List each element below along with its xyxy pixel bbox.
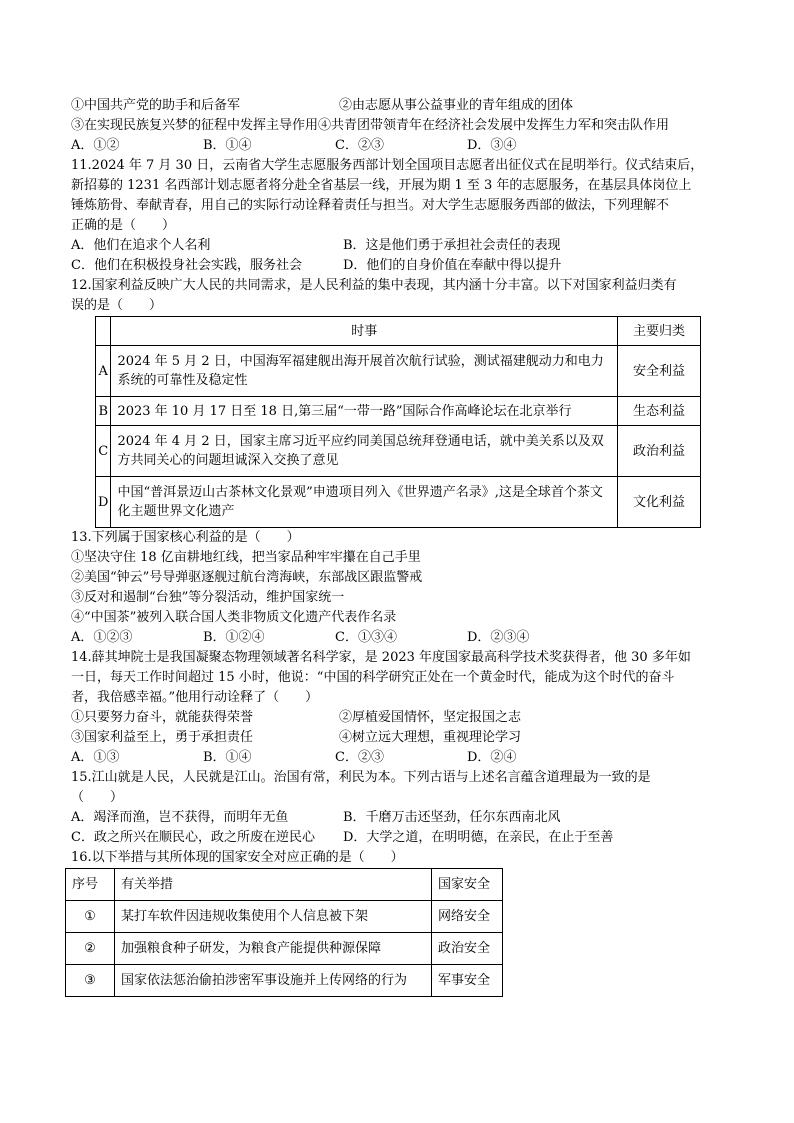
q15-options-row1 (71, 808, 721, 828)
statement: ③反对和遏制“台独”等分裂活动，维护国家统一 (71, 590, 345, 605)
table-cell: 安全利益 (618, 346, 701, 397)
q10-item: ②由志愿从事公益事业的青年组成的团体 (339, 98, 574, 113)
q10-item: ①中国共产党的助手和后备军 (71, 98, 241, 113)
q10-items-row1 (71, 96, 721, 116)
table-cell: 2024 年 4 月 2 日，国家主席习近平应约同美国总统拜登通电话，就中美关系以及双方共同关心的问题坦诚深入交换了意见 (111, 426, 618, 477)
table-row (66, 901, 503, 933)
question-text: 14.薛其坤院士是我国凝聚态物理领域著名科学家，是 2023 年度国家最高科学技术奖获得者，他 30 多年如 (71, 650, 691, 665)
question-text: 13.下列属于国家核心利益的是（ ） (71, 530, 300, 545)
table-cell: 政治安全 (432, 933, 503, 965)
q14-items-row2 (71, 728, 721, 748)
table-header-cell: 国家安全 (432, 869, 503, 901)
statement: ④树立远大理想，重视理论学习 (339, 730, 522, 745)
option: C．②③ (335, 750, 384, 765)
table-header-row (66, 869, 503, 901)
statement: ④“中国茶”被列入联合国人类非物质文化遗产代表作名录 (71, 610, 397, 625)
table-cell: 文化利益 (618, 477, 701, 528)
question-text: 锤炼筋骨、奉献青春，用自己的实际行动诠释着责任与担当。对大学生志愿服务西部的做法，下列理解不 (71, 198, 670, 213)
question-text: 误的是（ ） (71, 298, 163, 313)
option: B．①②④ (203, 630, 265, 645)
statement: ①坚决守住 18 亿亩耕地红线，把当家品种牢牢攥在自己手里 (71, 550, 421, 565)
table-row (96, 426, 701, 477)
question-text: 者，我倍感幸福。”他用行动诠释了（ ） (71, 690, 319, 705)
table-header-cell: 序号 (66, 869, 115, 901)
option: C．政之所兴在顺民心，政之所废在逆民心 (71, 830, 315, 845)
table-cell: 某打车软件因违规收集使用个人信息被下架 (115, 901, 432, 933)
exam-page (71, 96, 721, 997)
question-text: （ ） (71, 790, 124, 805)
option: D．他们的自身价值在奉献中得以提升 (343, 258, 562, 273)
table-cell: D (96, 477, 111, 528)
option: A．①③ (71, 750, 120, 765)
q16-table (65, 868, 503, 997)
question-text: 一日，每天工作时间超过 15 小时，他说：“中国的科学研究正处在一个黄金时代，能成为这个时代的奋斗 (71, 670, 675, 685)
q11-options-row1 (71, 236, 721, 256)
table-cell: 2023 年 10 月 17 日至 18 日,第三届“一带一路”国际合作高峰论坛在北京举行 (111, 397, 618, 426)
table-header-cell: 时事 (111, 317, 618, 346)
option: C．他们在积极投身社会实践，服务社会 (71, 258, 302, 273)
q13-options (71, 628, 721, 648)
table-cell: ② (66, 933, 115, 965)
table-header-cell: 有关举措 (115, 869, 432, 901)
option: B．千磨万击还坚劲，任尔东西南北风 (343, 810, 561, 825)
q15-options-row2 (71, 828, 721, 848)
option: B．这是他们勇于承担社会责任的表现 (343, 238, 561, 253)
option: A．①②③ (71, 630, 133, 645)
table-row (66, 965, 503, 997)
statement: ②美国“钟云”号导弹驱逐舰过航台湾海峡，东部战区跟监警戒 (71, 570, 423, 585)
table-row (96, 346, 701, 397)
q10-item: ④共青团带领青年在经济社会发展中发挥生力军和突击队作用 (318, 118, 670, 133)
question-text: 正确的是（ ） (71, 218, 176, 233)
question-text: 16.以下举措与其所体现的国家安全对应正确的是（ ） (71, 850, 404, 865)
statement: ②厚植爱国情怀，坚定报国之志 (339, 710, 522, 725)
table-cell: 网络安全 (432, 901, 503, 933)
question-text: 12.国家利益反映广大人民的共同需求，是人民利益的集中表现，其内涵十分丰富。以下对国家利益归类有 (71, 278, 677, 293)
q14-items-row1 (71, 708, 721, 728)
table-cell: ① (66, 901, 115, 933)
q10-options (71, 136, 721, 156)
question-text: 11.2024 年 7 月 30 日，云南省大学生志愿服务西部计划全国项目志愿者出征仪式在昆明举行。仪式结束后， (71, 158, 704, 173)
table-header-cell (96, 317, 111, 346)
table-cell: B (96, 397, 111, 426)
option: D．②④ (467, 750, 517, 765)
table-header-row (96, 317, 701, 346)
option: B．①④ (203, 138, 252, 153)
option: D．③④ (467, 138, 517, 153)
table-cell: 生态利益 (618, 397, 701, 426)
table-row (66, 933, 503, 965)
q14-options (71, 748, 721, 768)
table-row (96, 477, 701, 528)
table-cell: 2024 年 5 月 2 日，中国海军福建舰出海开展首次航行试验，测试福建舰动力和电力系统的可靠性及稳定性 (111, 346, 618, 397)
option: C．①③④ (335, 630, 397, 645)
table-cell: C (96, 426, 111, 477)
table-cell: 加强粮食种子研发，为粮食产能提供种源保障 (115, 933, 432, 965)
statement: ①只要努力奋斗，就能获得荣誉 (71, 710, 254, 725)
statement: ③国家利益至上，勇于承担责任 (71, 730, 254, 745)
option: B．①④ (203, 750, 252, 765)
table-cell: 国家依法惩治偷拍涉密军事设施并上传网络的行为 (115, 965, 432, 997)
table-header-cell: 主要归类 (618, 317, 701, 346)
table-cell: 政治利益 (618, 426, 701, 477)
table-cell: ③ (66, 965, 115, 997)
option: A．①② (71, 138, 120, 153)
q10-items-row2 (71, 116, 721, 136)
table-row (96, 397, 701, 426)
option: A．竭泽而渔，岂不获得，而明年无鱼 (71, 810, 289, 825)
option: C．②③ (335, 138, 384, 153)
q12-table (95, 316, 701, 528)
question-text: 15.江山就是人民，人民就是江山。治国有常，利民为本。下列古语与上述名言蕴含道理最为一致的是 (71, 770, 651, 785)
table-cell: 军事安全 (432, 965, 503, 997)
question-text: 新招募的 1231 名西部计划志愿者将分赴全省基层一线，开展为期 1 至 3 年的志愿服务，在基层具体岗位上 (71, 178, 692, 193)
option: D．②③④ (467, 630, 530, 645)
table-cell: A (96, 346, 111, 397)
option: A．他们在追求个人名利 (71, 238, 211, 253)
table-cell: 中国“普洱景迈山古茶林文化景观”申遗项目列入《世界遗产名录》,这是全球首个茶文化主题世界文化遗产 (111, 477, 618, 528)
option: D．大学之道，在明明德，在亲民，在止于至善 (343, 830, 614, 845)
q11-options-row2 (71, 256, 721, 276)
q10-item: ③在实现民族复兴梦的征程中发挥主导作用 (71, 118, 319, 133)
